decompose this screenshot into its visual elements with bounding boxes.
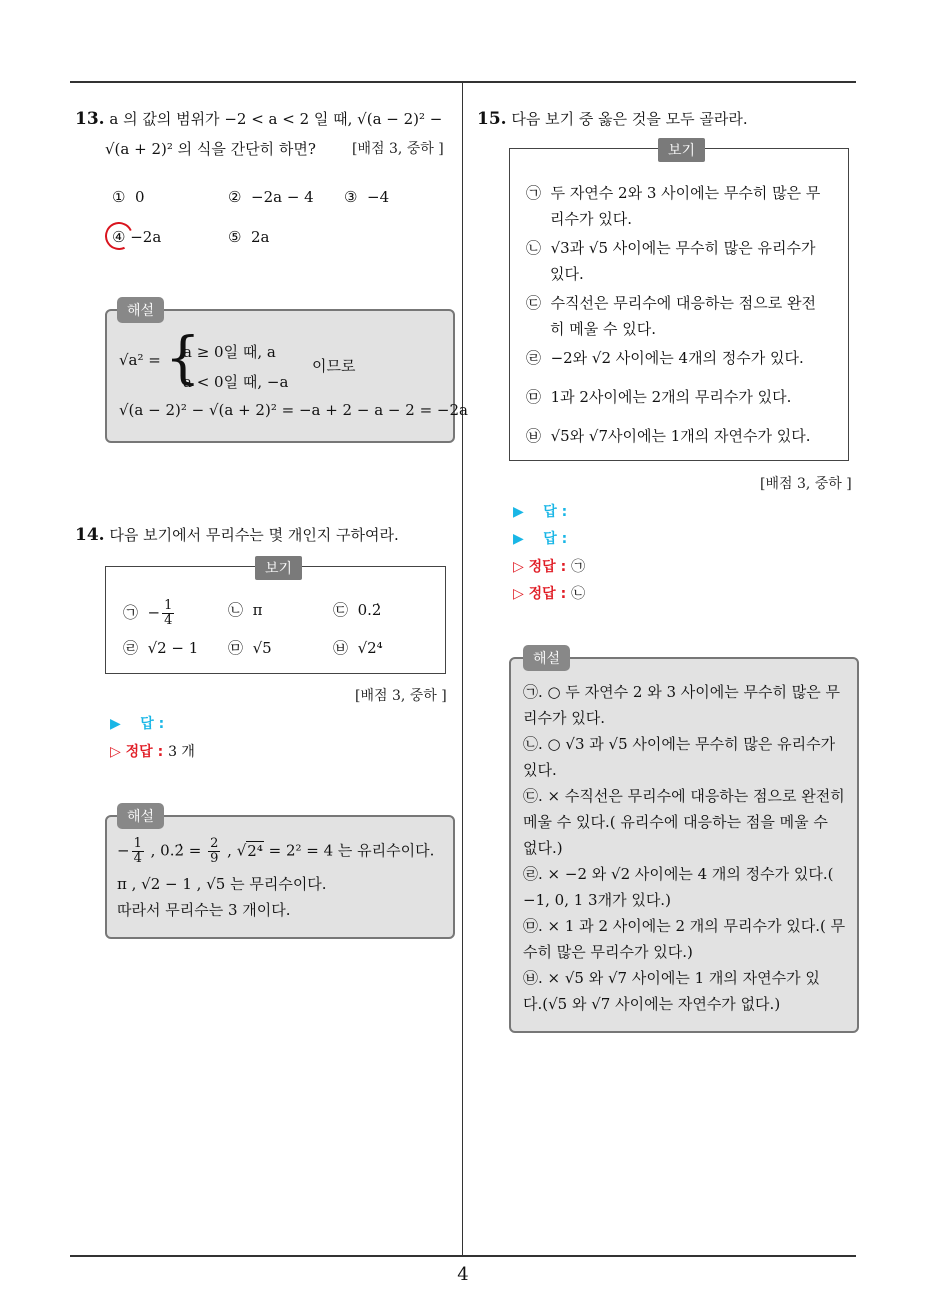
bottom-rule — [70, 1255, 856, 1257]
q14-item-3: ㉢ 0.2̇ — [333, 601, 382, 619]
q15-item-3: ㉢ 수직선은 무리수에 대응하는 점으로 완전 — [526, 294, 816, 312]
q13-exp-case2: a < 0일 때, −a — [183, 373, 289, 391]
q15-explanation-label: 해설 — [523, 645, 570, 671]
q13-line1: a 의 값의 범위가 −2 < a < 2 일 때, √(a − 2)² − — [109, 110, 443, 128]
q14-item-5: ㉤ √5 — [228, 639, 272, 657]
q15-answer-row-1[interactable]: ▶ 답 : — [513, 504, 568, 520]
q14-item-2: ㉡ π — [228, 601, 263, 619]
q15-item-2: ㉡ √3과 √5 사이에는 무수히 많은 유리수가 — [526, 239, 816, 257]
q15-text: 다음 보기 중 옳은 것을 모두 골라라. — [511, 110, 748, 128]
q14-exp-line1: − $\frac{1}{4}$ , 0.2̇ = $\frac{2}{9}$ , √2⁴ = 2² = 4 는 유리수이다. — [117, 836, 435, 866]
brace-symbol: { — [165, 326, 201, 391]
q13-choice-4[interactable]: ④ −2a — [112, 228, 162, 246]
q15-meta: [배점 3, 중하 ] — [760, 476, 852, 492]
q15-exp-line-13: 다.(√5 와 √7 사이에는 자연수가 없다.) — [523, 995, 781, 1013]
q15-exp-line-5: ㉢. × 수직선은 무리수에 대응하는 점으로 완전히 — [523, 787, 845, 805]
q14-number: 14. — [75, 525, 105, 545]
q13-exp-case1: a ≥ 0일 때, a — [183, 343, 276, 361]
q15-question — [477, 108, 748, 129]
q15-exp-line-12: ㉥. × √5 와 √7 사이에는 1 개의 자연수가 있 — [523, 969, 820, 987]
q15-item-5: ㉤ 1과 2사이에는 2개의 무리수가 있다. — [526, 388, 792, 406]
q14-box-label: 보기 — [255, 556, 302, 580]
q15-item-2-cont: 있다. — [550, 265, 584, 283]
q15-answer-row-2[interactable]: ▶ 답 : — [513, 531, 568, 547]
q15-exp-line-3: ㉡. ○ √3 과 √5 사이에는 무수히 많은 유리수가 — [523, 735, 836, 753]
q15-exp-line-4: 있다. — [523, 761, 557, 779]
q14-item-4: ㉣ √2 − 1 — [123, 639, 199, 657]
q15-exp-line-2: 리수가 있다. — [523, 709, 605, 727]
page-number: 4 — [457, 1264, 469, 1285]
q14-answer-row[interactable]: ▶ 답 : — [110, 716, 165, 732]
q15-item-1: ㉠ 두 자연수 2와 3 사이에는 무수히 많은 무 — [526, 184, 821, 202]
q14-explanation — [105, 815, 455, 939]
q15-exp-line-6: 메울 수 있다.( 유리수에 대응하는 점을 메울 수 — [523, 813, 828, 831]
q14-item-1: ㉠ − $\frac{1}{4}$ — [123, 598, 173, 628]
q15-box-label: 보기 — [658, 138, 705, 162]
q15-exp-line-11: 수히 많은 무리수가 있다.) — [523, 943, 693, 961]
q15-box — [509, 148, 849, 461]
q13-choice-5[interactable]: ⑤ 2a — [228, 228, 270, 246]
q13-question — [75, 108, 442, 129]
q13-explanation-label: 해설 — [117, 297, 164, 323]
column-divider — [462, 82, 463, 1256]
q14-correct-row: ▷ 정답 : 3 개 — [110, 744, 195, 760]
q15-item-6: ㉥ √5와 √7사이에는 1개의 자연수가 있다. — [526, 427, 811, 445]
q13-exp-line3: √(a − 2)² − √(a + 2)² = −a + 2 − a − 2 = −2a — [119, 401, 468, 419]
q15-exp-line-7: 없다.) — [523, 839, 563, 857]
q13-exp-lhs: √a² = — [119, 351, 161, 369]
q15-exp-line-8: ㉣. × −2 와 √2 사이에는 4 개의 정수가 있다.( — [523, 865, 834, 883]
q13-number: 13. — [75, 109, 105, 129]
q14-item-6: ㉥ √2⁴ — [333, 639, 383, 657]
q15-correct-row-2: ▷ 정답 : ㉡ — [513, 586, 586, 602]
q15-exp-line-9: −1, 0, 1 3개가 있다.) — [523, 891, 671, 909]
q15-number: 15. — [477, 109, 507, 129]
q14-exp-line2: π , √2 − 1 , √5 는 무리수이다. — [117, 875, 327, 893]
q14-explanation-label: 해설 — [117, 803, 164, 829]
q15-item-3-cont: 히 메울 수 있다. — [550, 320, 657, 338]
q14-exp-line3: 따라서 무리수는 3 개이다. — [117, 901, 291, 919]
q15-explanation — [509, 657, 859, 1033]
q13-exp-suffix: 이므로 — [312, 357, 356, 375]
q15-item-4: ㉣ −2와 √2 사이에는 4개의 정수가 있다. — [526, 349, 804, 367]
q13-line2: √(a + 2)² 의 식을 간단히 하면? — [105, 140, 316, 158]
q15-correct-row-1: ▷ 정답 : ㉠ — [513, 559, 586, 575]
q14-meta: [배점 3, 중하 ] — [355, 688, 447, 704]
q13-choice-3[interactable]: ③ −4 — [344, 188, 390, 206]
q15-exp-line-1: ㉠. ○ 두 자연수 2 와 3 사이에는 무수히 많은 무 — [523, 683, 840, 701]
q14-text: 다음 보기에서 무리수는 몇 개인지 구하여라. — [109, 526, 399, 544]
q15-item-1-cont: 리수가 있다. — [550, 210, 632, 228]
q14-box — [105, 566, 446, 674]
q13-meta: [배점 3, 중하 ] — [352, 141, 444, 157]
q13-explanation — [105, 309, 468, 443]
q13-choice-2[interactable]: ② −2a − 4 — [228, 188, 314, 206]
q14-question — [75, 524, 399, 545]
top-rule — [70, 81, 856, 83]
q13-choice-1[interactable]: ① 0 — [112, 188, 145, 206]
q15-exp-line-10: ㉤. × 1 과 2 사이에는 2 개의 무리수가 있다.( 무 — [523, 917, 846, 935]
